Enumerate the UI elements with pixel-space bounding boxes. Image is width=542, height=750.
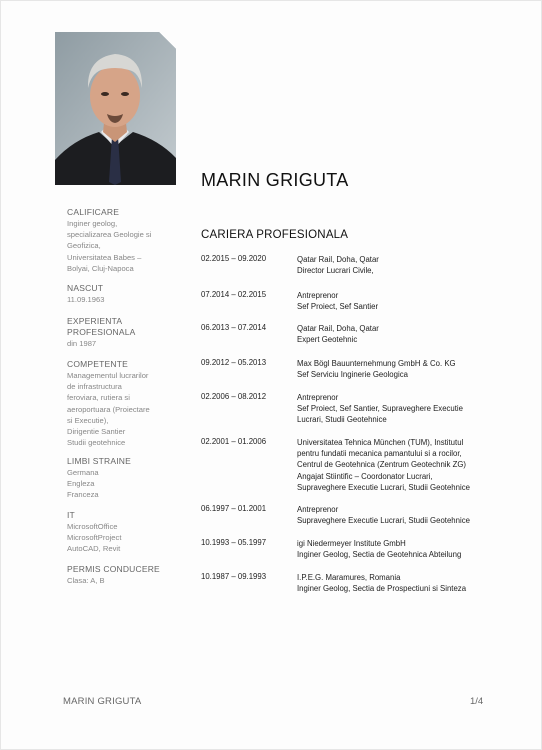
career-period: 02.2001 – 01.2006 xyxy=(201,437,267,446)
sidebar-label: PERMIS CONDUCERE xyxy=(67,564,160,574)
career-line: Sef Serviciu Inginerie Geologica xyxy=(297,370,408,380)
career-line: Supraveghere Executie Lucrari, Studii Geotehnice xyxy=(297,482,470,492)
career-line: Expert Geotehnic xyxy=(297,335,358,345)
career-line: Sef Proiect, Sef Santier, Supraveghere Executie xyxy=(297,404,463,414)
profile-photo-graphic xyxy=(55,32,176,185)
career-line: Universitatea Tehnica München (TUM), Institutul xyxy=(297,438,464,447)
career-line: Inginer Geolog, Sectia de Geotehnica Abteilung xyxy=(297,550,462,560)
sidebar-label: CALIFICARE xyxy=(67,207,120,217)
profile-photo xyxy=(55,32,176,185)
career-line: Lucrari, Studii Geotehnice xyxy=(297,415,387,425)
career-details xyxy=(297,572,502,594)
career-line: Inginer Geolog, Sectia de Prospectiuni si Sinteza xyxy=(297,584,467,594)
career-section-title: CARIERA PROFESIONALA xyxy=(201,229,349,241)
sidebar-label: EXPERIENTA PROFESIONALA xyxy=(67,316,136,337)
sidebar-text: Inginer geolog, specializarea Geologie si Geofizica, Universitatea Babes – Bolyai, Cluj-Napoca xyxy=(67,219,152,273)
career-line: Antreprenor xyxy=(297,393,339,402)
sidebar-text: Germana Engleza Franceza xyxy=(67,468,99,500)
sidebar-text: MicrosoftOffice MicrosoftProject AutoCAD, Revit xyxy=(67,522,122,554)
sidebar-label: IT xyxy=(67,510,75,520)
sidebar-skills xyxy=(67,359,150,448)
career-period: 10.1987 – 09.1993 xyxy=(201,572,267,581)
page-number: 1/4 xyxy=(470,696,484,707)
career-details xyxy=(297,323,502,345)
career-line: Director Lucrari Civile, xyxy=(297,266,374,276)
career-line: Centrul de Geotehnica (Zentrum Geotechnik ZG) xyxy=(297,460,467,470)
sidebar-text: din 1987 xyxy=(67,339,97,348)
sidebar-languages xyxy=(67,456,131,501)
sidebar-driving-license xyxy=(67,564,160,586)
career-details xyxy=(297,437,502,493)
career-line: igi Niedermeyer Institute GmbH xyxy=(297,539,406,548)
career-period: 06.2013 – 07.2014 xyxy=(201,323,267,332)
sidebar-text: Managementul lucrarilor de infrastructura feroviara, rutiera si aeroportuara (Proiectare si Executie), Dirigentie Santier Studii geotehnice xyxy=(67,371,150,448)
career-period: 09.2012 – 05.2013 xyxy=(201,358,267,367)
career-line: Qatar Rail, Doha, Qatar xyxy=(297,255,379,264)
career-line: I.P.E.G. Maramures, Romania xyxy=(297,573,401,582)
sidebar-qualification xyxy=(67,207,151,274)
career-details xyxy=(297,504,502,526)
career-line: Antreprenor xyxy=(297,291,339,300)
candidate-name: MARIN GRIGUTA xyxy=(201,170,349,190)
career-details xyxy=(297,290,502,312)
career-line: Supraveghere Executie Lucrari, Studii Geotehnice xyxy=(297,516,470,526)
career-line: Antreprenor xyxy=(297,505,339,514)
career-line: Qatar Rail, Doha, Qatar xyxy=(297,324,379,333)
career-period: 02.2015 – 09.2020 xyxy=(201,254,267,263)
sidebar-label: NASCUT xyxy=(67,283,104,293)
sidebar-label: COMPETENTE xyxy=(67,359,129,369)
career-line: pentru fundatii mecanica pamantului si a rocilor, xyxy=(297,449,462,459)
sidebar-it xyxy=(67,510,121,555)
career-period: 06.1997 – 01.2001 xyxy=(201,504,267,513)
sidebar-label: LIMBI STRAINE xyxy=(67,456,132,466)
career-line: Angajat Stiintific – Coordonator Lucrari, xyxy=(297,471,433,481)
career-line: Max Bögl Bauunternehmung GmbH & Co. KG xyxy=(297,359,456,368)
career-period: 10.1993 – 05.1997 xyxy=(201,538,267,547)
sidebar-text: Clasa: A, B xyxy=(67,576,105,585)
sidebar-experience xyxy=(67,316,136,349)
sidebar-birth xyxy=(67,283,104,305)
career-details xyxy=(297,358,502,380)
career-period: 07.2014 – 02.2015 xyxy=(201,290,267,299)
footer-name: MARIN GRIGUTA xyxy=(63,696,142,707)
career-line: Sef Proiect, Sef Santier xyxy=(297,302,379,312)
career-details xyxy=(297,392,502,426)
sidebar-text: 11.09.1963 xyxy=(67,295,105,304)
career-details xyxy=(297,538,502,560)
career-period: 02.2006 – 08.2012 xyxy=(201,392,267,401)
career-details xyxy=(297,254,502,276)
